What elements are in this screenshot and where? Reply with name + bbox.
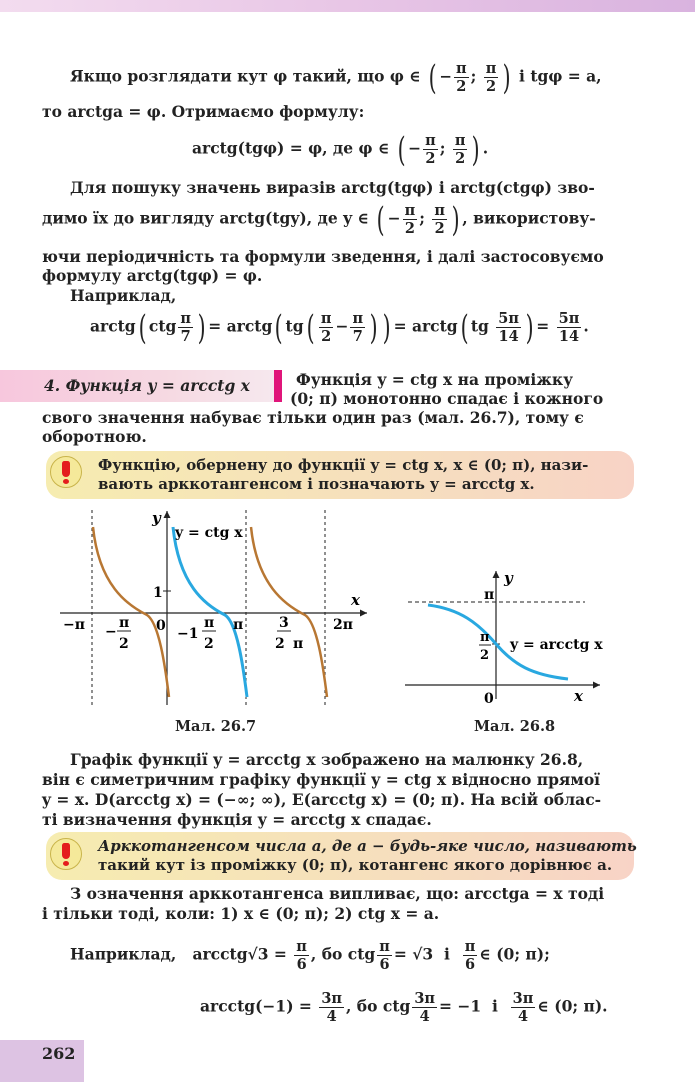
example-line: Наприклад, arcctg√3 = $\frac{\pi}{6}$ , бо ctg $\frac{\pi}{6}$ = √3 і $\frac{\pi}{6}$ ∈ (0; π); bbox=[70, 938, 550, 973]
formula-arctg: arctg(tgφ) = φ, де φ ∈ ( − $\frac{\pi}{2}$ ; $\frac{\pi}{2}$ ) . bbox=[192, 129, 489, 170]
svg-text:2: 2 bbox=[119, 636, 129, 652]
text-line: свого значення набуває тільки один раз (мал. 26.7), тому є bbox=[42, 408, 584, 427]
x-label: x bbox=[351, 591, 360, 609]
figure-caption: Мал. 26.8 bbox=[474, 718, 556, 735]
tick-label-0: 0 bbox=[484, 691, 494, 707]
text-line: Наприклад, bbox=[70, 286, 177, 305]
svg-text:π: π bbox=[204, 615, 215, 631]
svg-text:π: π bbox=[119, 615, 130, 631]
svg-text:2: 2 bbox=[204, 636, 214, 652]
text-line: Функція y = ctg x на проміжку bbox=[296, 370, 574, 389]
ctg-curve-right bbox=[251, 527, 327, 697]
text-line: ті визначення функція y = arcctg x спадає. bbox=[42, 810, 432, 829]
page-number-box bbox=[0, 1040, 84, 1082]
tick-label-0: 0 bbox=[156, 618, 166, 634]
section-heading: 4. Функція y = arcctg x bbox=[0, 370, 282, 402]
text-line: З означення арккотангенса випливає, що: arcctga = x тоді bbox=[70, 884, 605, 903]
tick-label-minus-pi: −π bbox=[63, 617, 85, 633]
curve-label: y = arcctg x bbox=[510, 637, 603, 653]
y-label: y bbox=[504, 569, 513, 587]
tick-label-minus-pi-half bbox=[105, 615, 131, 652]
tick-label-pi-half bbox=[479, 630, 491, 663]
curve-label: y = ctg x bbox=[175, 525, 243, 541]
y-label: y bbox=[152, 509, 161, 527]
exclamation-icon bbox=[50, 456, 82, 488]
svg-text:3: 3 bbox=[279, 615, 289, 631]
svg-text:−: − bbox=[105, 624, 117, 640]
graph-cotangent bbox=[55, 505, 375, 710]
note-line: вають арккотангенсом і позначають y = arcctg x. bbox=[98, 475, 535, 493]
x-label: x bbox=[574, 687, 583, 705]
text-line: формулу arctg(tgφ) = φ. bbox=[42, 266, 263, 285]
svg-text:π: π bbox=[480, 630, 490, 645]
svg-text:2: 2 bbox=[275, 636, 285, 652]
note-line: Арккотангенсом числа a, де a − будь-яке число, називають bbox=[98, 837, 637, 855]
text-line: Якщо розглядати кут φ такий, що φ ∈ ( − $\frac{\pi}{2}$ ; $\frac{\pi}{2}$ ) і tgφ = a, bbox=[70, 57, 602, 98]
text-line: він є симетричним графіку функції y = ctg x відносно прямої bbox=[42, 770, 601, 789]
text-line: оборотною. bbox=[42, 427, 147, 446]
tick-label-1: 1 bbox=[153, 585, 163, 601]
text-line: то arctga = φ. Отримаємо формулу: bbox=[42, 102, 365, 121]
tick-label-pi: π bbox=[484, 587, 495, 603]
tick-label-minus-1: −1 bbox=[177, 626, 199, 642]
note-line: такий кут із проміжку (0; π), котангенс якого дорівнює a. bbox=[98, 856, 613, 874]
text-line: Для пошуку значень виразів arctg(tgφ) і arctg(ctgφ) зво- bbox=[70, 178, 595, 197]
tick-label-2pi: 2π bbox=[333, 617, 353, 633]
svg-text:π: π bbox=[293, 636, 304, 652]
text-line: і тільки тоді, коли: 1) x ∈ (0; π); 2) ctg x = a. bbox=[42, 904, 440, 923]
text-line: (0; π) монотонно спадає і кожного bbox=[290, 389, 604, 408]
tick-label-3pi-half bbox=[275, 615, 303, 652]
ctg-curve-left bbox=[93, 527, 169, 697]
top-decor-band bbox=[0, 0, 695, 12]
ctg-curve-main bbox=[173, 527, 247, 697]
page-number: 262 bbox=[42, 1044, 76, 1063]
tick-label-pi: π bbox=[233, 617, 244, 633]
text-line: Графік функції y = arcctg x зображено на малюнку 26.8, bbox=[70, 750, 584, 769]
tick-label-pi-half bbox=[202, 615, 216, 652]
note-line: Функцію, обернену до функції y = ctg x, x ∈ (0; π), нази- bbox=[98, 456, 589, 474]
svg-text:2: 2 bbox=[480, 648, 490, 663]
example-line: arcctg(−1) = $\frac{3\pi}{4}$ , бо ctg $\frac{3\pi}{4}$ = −1 і $\frac{3\pi}{4}$ ∈ (0; π). bbox=[200, 990, 608, 1025]
exclamation-icon bbox=[50, 838, 82, 870]
text-line: димо їх до вигляду arctg(tgy), де y ∈ ( − $\frac{\pi}{2}$ ; $\frac{\pi}{2}$ ) , використову- bbox=[42, 199, 596, 240]
example-formula: arctg( ctg $\frac{\pi}{7}$ ) = arctg( tg( $\frac{\pi}{2}$ − $\frac{\pi}{7}$ ) ) = arctg( tg $\frac{5\pi}{14}$ ) = $\frac{5\pi}{14}$ . bbox=[90, 307, 589, 348]
text-line: y = x. D(arcctg x) = (−∞; ∞), E(arcctg x) = (0; π). На всій облас- bbox=[42, 790, 602, 809]
figure-caption: Мал. 26.7 bbox=[175, 718, 257, 735]
text-line: ючи періодичність та формули зведення, і далі застосовуємо bbox=[42, 247, 604, 266]
graph-arccotangent bbox=[400, 565, 615, 710]
